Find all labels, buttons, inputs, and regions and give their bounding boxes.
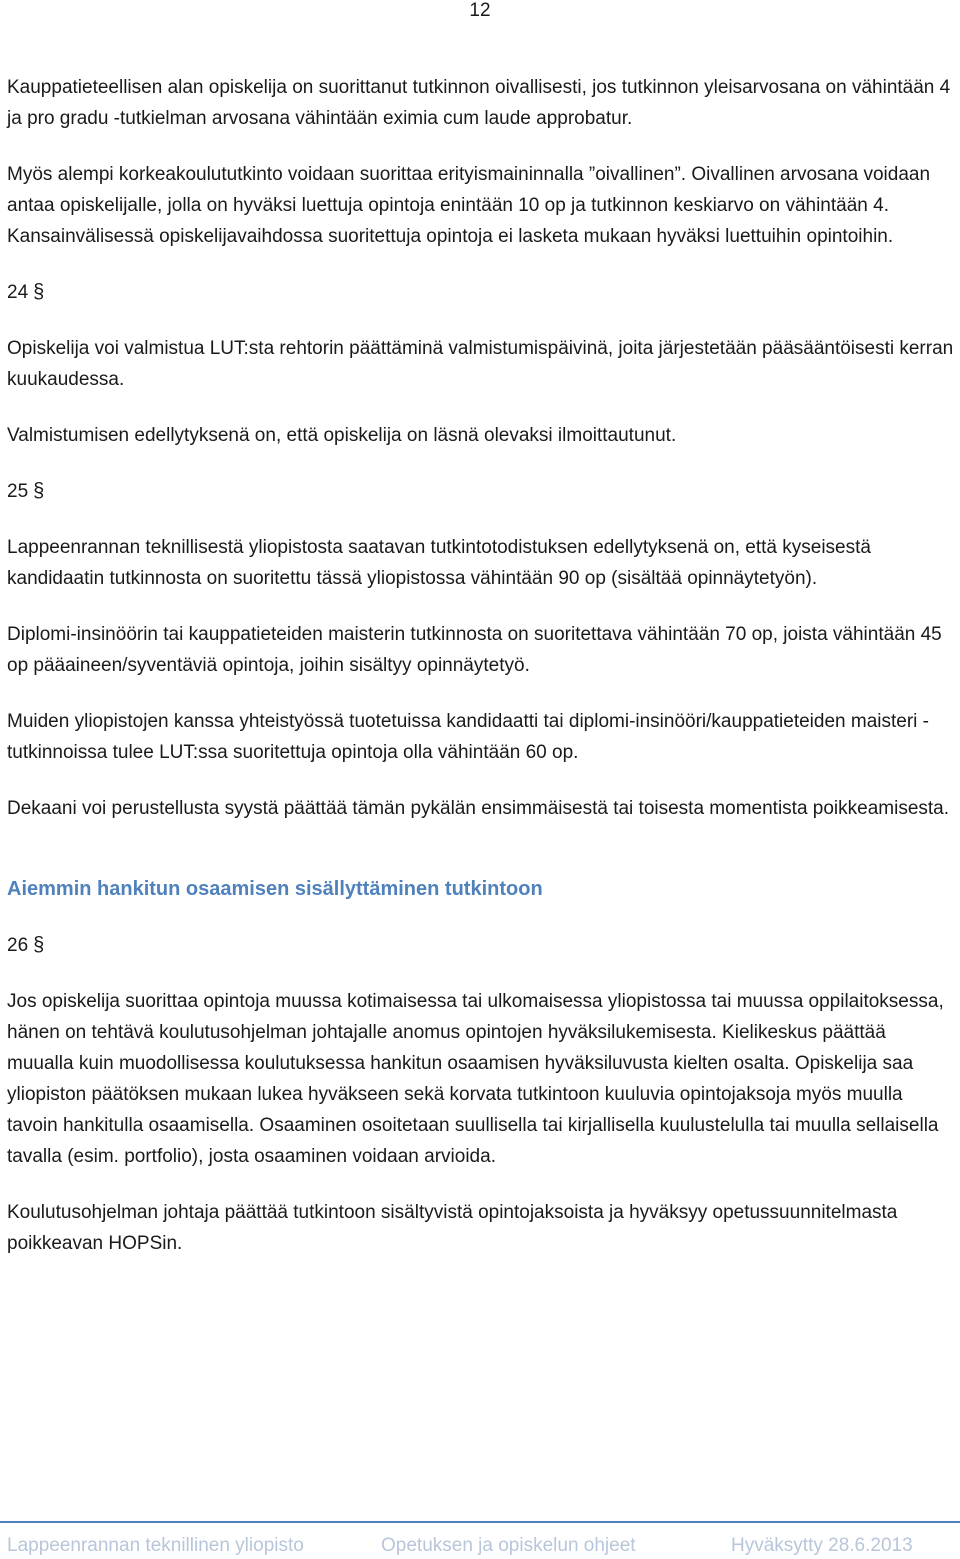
paragraph-26-1: Jos opiskelija suorittaa opintoja muussa kotimaisessa tai ulkomaisessa yliopistossa tai muussa oppilaitoksessa, hänen on tehtävä koulutusohjelman johtajalle anomus opintojen hyväksilukemisesta. Kielikeskus päättää muualla kuin muodollisessa koulutuksessa hankitun osaamisen hyväksiluvusta kielten osalta. Opiskelija saa yliopiston päätöksen mukaan lukea hyväkseen sekä korvata tutkintoon kuuluvia opintojaksoja myös muulla tavoin hankitulla osaamisella. Osaaminen osoitetaan suullisella tai kirjallisella kuulustelulla tai muulla sellaisella tavalla (esim. portfolio), josta osaaminen voidaan arvioida. bbox=[7, 991, 944, 1167]
paragraph-26-2: Koulutusohjelman johtaja päättää tutkintoon sisältyvistä opintojaksoista ja hyväksyy opetussuunnitelmasta poikkeavan HOPSin. bbox=[7, 1202, 898, 1254]
page-footer bbox=[0, 1521, 960, 1559]
section-sign: § bbox=[33, 480, 45, 502]
paragraph-grading-business: Kauppatieteellisen alan opiskelija on suorittanut tutkinnon oivallisesti, jos tutkinnon yleisarvosana on vähintään 4 ja pro gradu -tutkielman arvosana vähintään eximia cum laude approbatur. bbox=[7, 77, 951, 129]
document-body bbox=[7, 72, 955, 1259]
section-24-title bbox=[7, 277, 955, 308]
section-sign: § bbox=[33, 934, 45, 956]
paragraph-25-3: Muiden yliopistojen kanssa yhteistyössä tuotetuissa kandidaatti tai diplomi-insinööri/kauppatieteiden maisteri -tutkinnoissa tulee LUT:ssa suoritettuja opintoja olla vähintään 60 op. bbox=[7, 711, 929, 763]
footer-approval-date: Hyväksytty 28.6.2013 bbox=[731, 1535, 913, 1556]
paragraph-25-1: Lappeenrannan teknillisestä yliopistosta saatavan tutkintotodistuksen edellytyksenä on, että kyseisestä kandidaatin tutkinnosta on suoritettu tässä yliopistossa vähintään 90 op (sisältää opinnäytetyön). bbox=[7, 537, 871, 589]
section-sign: § bbox=[33, 281, 45, 303]
section-number: 25 bbox=[7, 481, 29, 502]
section-25-title bbox=[7, 476, 955, 507]
section-number: 24 bbox=[7, 282, 29, 303]
page-number: 12 bbox=[469, 0, 491, 21]
paragraph-25-2: Diplomi-insinöörin tai kauppatieteiden maisterin tutkinnosta on suoritettava vähintään 70 op, joista vähintään 45 op pääaineen/syventäviä opintoja, joihin sisältyy opinnäytetyö. bbox=[7, 624, 942, 676]
section-number: 26 bbox=[7, 935, 29, 956]
paragraph-25-4: Dekaani voi perustellusta syystä päättää tämän pykälän ensimmäisestä tai toisesta momentista poikkeamisesta. bbox=[7, 798, 950, 819]
section-26-title bbox=[7, 930, 955, 961]
footer-document-title: Opetuksen ja opiskelun ohjeet bbox=[381, 1535, 636, 1556]
paragraph-24-2: Valmistumisen edellytyksenä on, että opiskelija on läsnä olevaksi ilmoittautunut. bbox=[7, 425, 677, 446]
section-heading: Aiemmin hankitun osaamisen sisällyttäminen tutkintoon bbox=[7, 878, 543, 900]
footer-university: Lappeenrannan teknillinen yliopisto bbox=[7, 1535, 304, 1556]
paragraph-24-1: Opiskelija voi valmistua LUT:sta rehtorin päättäminä valmistumispäivinä, joita järjestetään pääsääntöisesti kerran kuukaudessa. bbox=[7, 338, 954, 390]
paragraph-grading-bachelor: Myös alempi korkeakoulututkinto voidaan suorittaa erityismaininnalla ”oivallinen”. Oivallinen arvosana voidaan antaa opiskelijalle, jolla on hyväksi luettuja opintoja enintään 10 op ja tutkinnon keskiarvo on vähintään 4. Kansainvälisessä opiskelijavaihdossa suoritettuja opintoja ei lasketa mukaan hyväksi luettuihin opintoihin. bbox=[7, 164, 931, 247]
